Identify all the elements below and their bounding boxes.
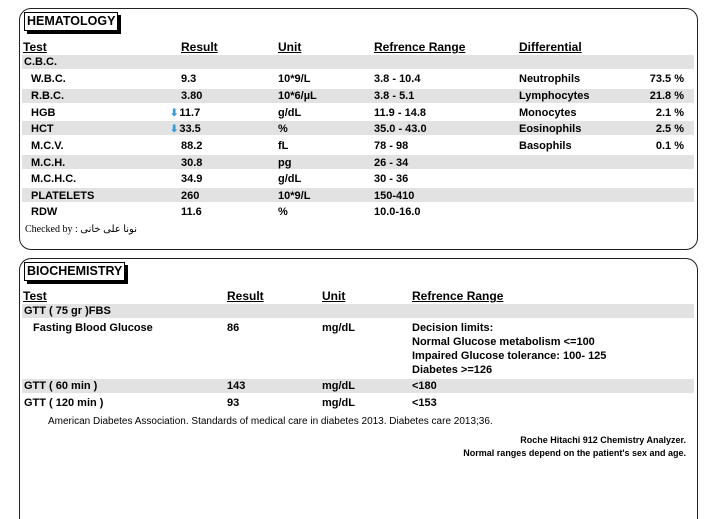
decision-limits-line: Decision limits: — [412, 322, 494, 334]
test-result-value: 33.5 — [179, 123, 201, 135]
low-flag-arrow-icon: ⬇ — [170, 124, 179, 135]
test-range: 3.8 - 5.1 — [374, 90, 415, 102]
differential-value: 2.1 % — [655, 107, 684, 119]
test-unit: fL — [278, 140, 289, 152]
test-unit: mg/dL — [322, 322, 355, 334]
differential-name: Basophils — [519, 140, 572, 152]
test-result: 86 — [227, 322, 240, 334]
test-name: GTT ( 120 min ) — [24, 397, 104, 409]
test-unit: 10*6/µL — [278, 90, 317, 102]
test-result: 260 — [181, 190, 200, 202]
test-unit: g/dL — [278, 107, 302, 119]
biochemistry-title: BIOCHEMISTRY — [24, 262, 125, 281]
test-range: 26 - 34 — [374, 157, 409, 169]
differential-name: Neutrophils — [519, 73, 581, 85]
analyzer-note: Roche Hitachi 912 Chemistry Analyzer. — [520, 435, 686, 445]
test-result: 88.2 — [181, 140, 203, 152]
test-name: M.C.H. — [31, 157, 66, 169]
hema-header-result: Result — [181, 40, 218, 54]
row-band — [22, 188, 694, 202]
hema-header-unit: Unit — [278, 40, 302, 54]
decision-limits-line: Impaired Glucose tolerance: 100- 125 — [412, 350, 607, 362]
row-band — [22, 55, 694, 69]
bio-header-result: Result — [227, 289, 264, 303]
reference-citation: American Diabetes Association. Standards of medical care in diabetes 2013. Diabetes care 2013;36. — [48, 416, 493, 427]
bio-header-range: Refrence Range — [412, 289, 504, 303]
test-range: 10.0-16.0 — [374, 206, 421, 218]
test-unit: mg/dL — [322, 380, 355, 392]
test-result: 34.9 — [181, 173, 203, 185]
test-result: 9.3 — [181, 73, 197, 85]
hema-header-differential: Differential — [519, 40, 582, 54]
hema-header-range: Refrence Range — [374, 40, 466, 54]
test-range: <153 — [412, 397, 437, 409]
decision-limits-line: Diabetes >=126 — [412, 364, 493, 376]
test-result: 3.80 — [181, 90, 203, 102]
test-range: 78 - 98 — [374, 140, 409, 152]
test-unit: mg/dL — [322, 397, 355, 409]
test-name: W.B.C. — [31, 73, 66, 85]
cbc-group-label: C.B.C. — [24, 56, 57, 68]
test-result: 11.6 — [181, 206, 202, 218]
normal-range-note: Normal ranges depend on the patient's sex and age. — [463, 448, 686, 458]
hema-header-test: Test — [23, 40, 47, 54]
test-result — [170, 123, 201, 135]
test-result: 143 — [227, 380, 246, 392]
test-result: 30.8 — [181, 157, 203, 169]
test-name: M.C.H.C. — [31, 173, 77, 185]
test-unit: 10*9/L — [278, 73, 311, 85]
test-result — [170, 107, 200, 119]
differential-value: 73.5 % — [649, 73, 684, 85]
low-flag-arrow-icon: ⬇ — [170, 108, 179, 119]
test-unit: % — [278, 123, 288, 135]
test-name: Fasting Blood Glucose — [33, 322, 153, 334]
differential-value: 2.5 % — [655, 123, 684, 135]
test-unit: % — [278, 206, 288, 218]
hematology-title: HEMATOLOGY — [24, 12, 118, 31]
test-range: 35.0 - 43.0 — [374, 123, 427, 135]
decision-limits-line: Normal Glucose metabolism <=100 — [412, 336, 595, 348]
test-range: 11.9 - 14.8 — [374, 107, 426, 119]
row-band — [22, 121, 694, 135]
test-name: HGB — [31, 107, 56, 119]
test-name: M.C.V. — [31, 140, 64, 152]
gtt-group-label: GTT ( 75 gr )FBS — [24, 305, 111, 317]
row-band — [22, 89, 694, 103]
test-result-value: 11.7 — [179, 107, 201, 119]
row-band — [22, 379, 694, 393]
bio-header-test: Test — [23, 289, 47, 303]
test-name: R.B.C. — [31, 90, 64, 102]
test-range: 30 - 36 — [374, 173, 409, 185]
test-range: 3.8 - 10.4 — [374, 73, 421, 85]
differential-value: 0.1 % — [655, 140, 684, 152]
checked-by: Checked by : نونا علی خانی — [25, 224, 138, 235]
differential-value: 21.8 % — [649, 90, 684, 102]
test-name: HCT — [31, 123, 54, 135]
test-name: RDW — [31, 206, 58, 218]
differential-name: Eosinophils — [519, 123, 582, 135]
test-result: 93 — [227, 397, 240, 409]
test-range: 150-410 — [374, 190, 415, 202]
test-range: <180 — [412, 380, 437, 392]
test-name: PLATELETS — [31, 190, 95, 202]
differential-name: Monocytes — [519, 107, 577, 119]
test-unit: 10*9/L — [278, 190, 311, 202]
row-band — [22, 155, 694, 169]
differential-name: Lymphocytes — [519, 90, 590, 102]
test-unit: g/dL — [278, 173, 302, 185]
row-band — [22, 304, 694, 318]
bio-header-unit: Unit — [322, 289, 346, 303]
test-unit: pg — [278, 157, 292, 169]
test-name: GTT ( 60 min ) — [24, 380, 98, 392]
